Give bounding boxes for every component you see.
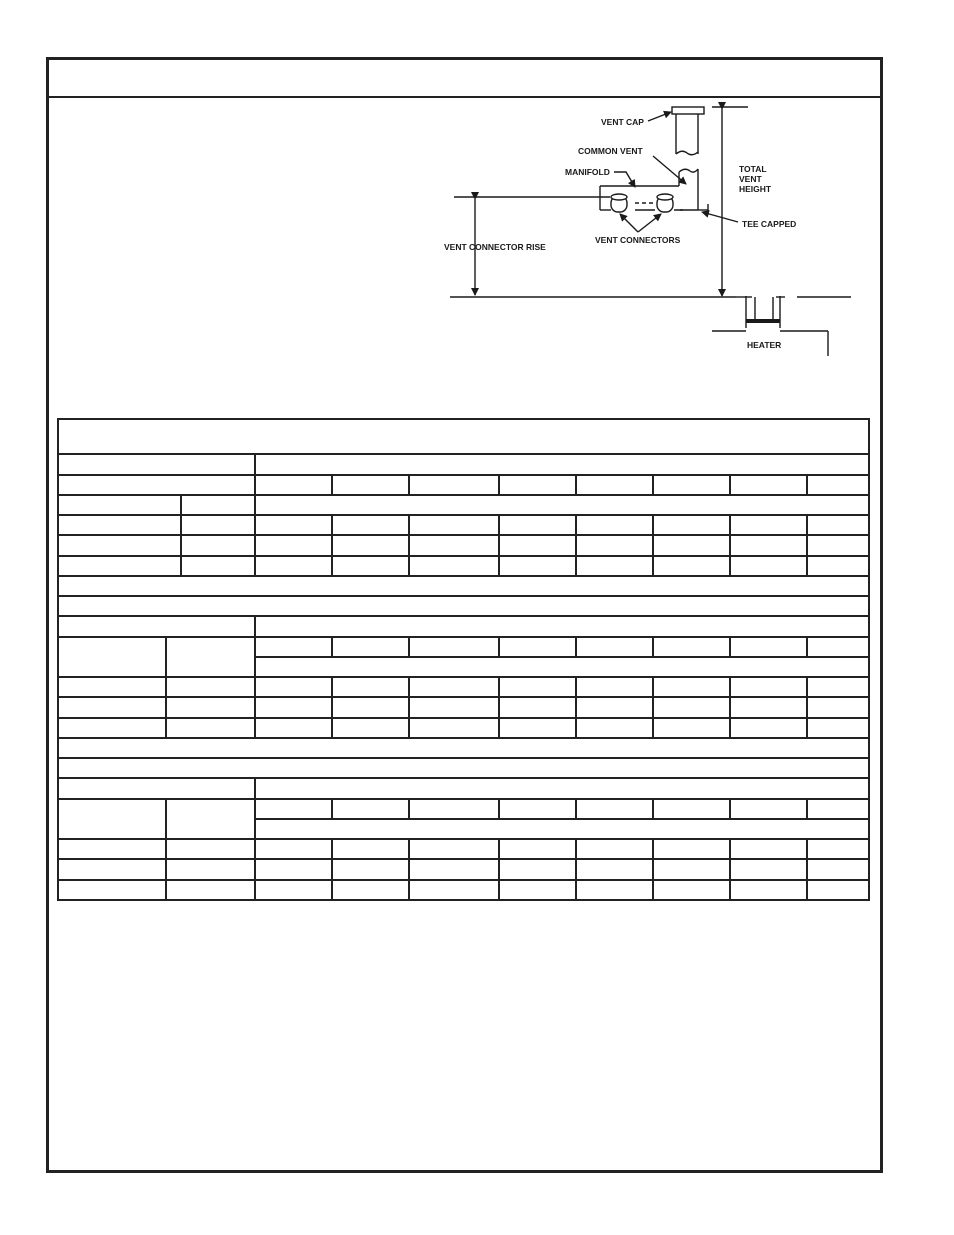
table-row: [58, 616, 869, 636]
table-section-row: [58, 758, 869, 778]
table-row: [58, 839, 869, 859]
label-heater: HEATER: [747, 340, 782, 350]
table-row: [58, 637, 869, 657]
label-total-vent-height-1: TOTAL: [739, 164, 767, 174]
table-row: [58, 718, 869, 738]
table-section-row: [58, 596, 869, 616]
venting-table: [57, 418, 870, 901]
table-title-row: [58, 419, 869, 454]
table-row: [58, 778, 869, 798]
table-row: [58, 535, 869, 555]
label-total-vent-height-3: HEIGHT: [739, 184, 772, 194]
table-section-row: [58, 576, 869, 596]
table-row: [58, 454, 869, 474]
table-row: [58, 880, 869, 900]
label-vent-connector-rise: VENT CONNECTOR RISE: [444, 242, 546, 252]
table-row: [58, 859, 869, 879]
vent-diagram-svg: [440, 100, 860, 365]
table-row: [58, 475, 869, 495]
table-row: [58, 556, 869, 576]
table-section-row: [58, 738, 869, 758]
label-vent-cap: VENT CAP: [601, 117, 644, 127]
vent-cap-shape: [672, 107, 704, 114]
label-manifold: MANIFOLD: [565, 167, 610, 177]
label-vent-connectors: VENT CONNECTORS: [595, 235, 681, 245]
vent-diagram: [440, 100, 860, 365]
label-total-vent-height-2: VENT: [739, 174, 762, 184]
label-tee-capped: TEE CAPPED: [742, 219, 797, 229]
table-row: [58, 495, 869, 515]
table-row: [58, 697, 869, 717]
table-row: [58, 677, 869, 697]
label-common-vent: COMMON VENT: [578, 146, 643, 156]
table-row: [58, 799, 869, 819]
table-row: [58, 515, 869, 535]
header-band: [49, 60, 880, 98]
